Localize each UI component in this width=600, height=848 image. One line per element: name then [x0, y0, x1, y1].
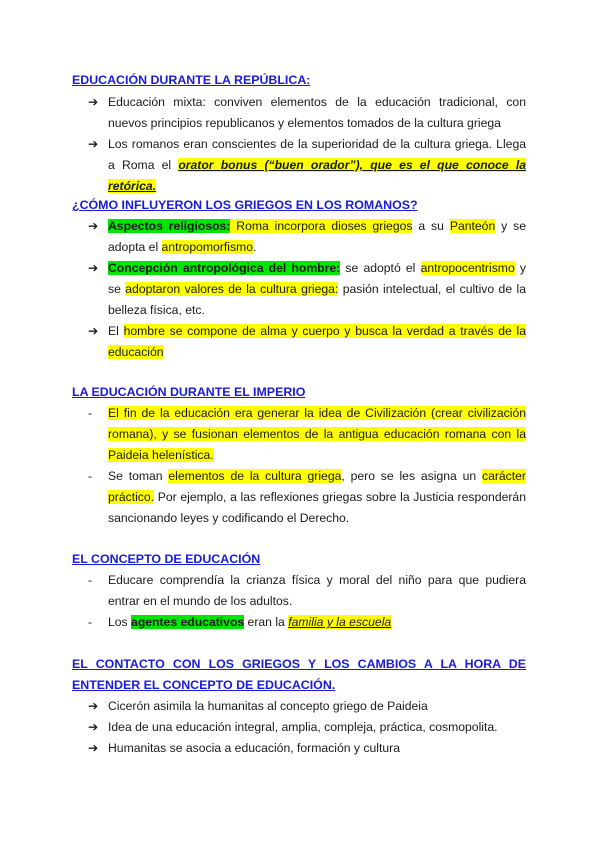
highlight-agentes: agentes educativos: [131, 615, 245, 629]
list-item: [0, 216, 526, 258]
highlight-elementos: elementos de la cultura griega: [168, 469, 342, 483]
item-text: Los: [108, 615, 132, 629]
dash-bullet: -: [88, 573, 93, 587]
heading-imperio: LA EDUCACIÓN DURANTE EL IMPERIO: [72, 385, 306, 399]
list-item: [0, 612, 526, 633]
heading-line: ENTENDER EL CONCEPTO DE EDUCACIÓN.: [72, 678, 336, 692]
list-griegos-romanos: [0, 216, 526, 363]
highlight-concepcion: Concepción antropológica del hombre:: [108, 261, 341, 275]
list-item: [0, 258, 526, 321]
list-item: [0, 717, 526, 738]
highlight-familia: familia y la escuela: [288, 615, 392, 629]
item-text: y se: [108, 261, 527, 296]
item-text: Cicerón asimila la humanitas al concepto griego de Paideia: [108, 699, 428, 713]
list-item: [0, 738, 526, 759]
item-text: , pero se les asigna un: [341, 469, 482, 483]
list-concepto: [0, 570, 526, 633]
highlight-panteon: Panteón: [449, 219, 496, 233]
heading-concepto: EL CONCEPTO DE EDUCACIÓN: [72, 552, 261, 566]
item-text: a su: [412, 219, 450, 233]
highlight-orator-bonus: orator bonus (“buen orador”), que es el que conoce la retórica.: [108, 158, 527, 193]
item-text: .: [253, 240, 257, 254]
list-item: [0, 570, 526, 612]
item-text: Se toman: [108, 469, 169, 483]
item-text: eran la: [244, 615, 289, 629]
arrow-icon: ➔: [88, 324, 99, 338]
item-text: se adoptó el: [340, 261, 421, 275]
list-contacto: [0, 696, 526, 759]
highlight-caracter: carácter práctico.: [108, 469, 526, 504]
arrow-icon: ➔: [88, 95, 99, 109]
highlight-hombre: hombre se compone de alma y cuerpo y busca la verdad a través de la educación: [108, 324, 526, 359]
list-item: [0, 466, 526, 529]
highlight-antropomorfismo: antropomorfismo: [161, 240, 253, 254]
highlight-fin-educacion: El fin de la educación era generar la idea de Civilización (crear civilización romana), y se fusionan elementos de la antigua educación romana con la Paideia helenística.: [108, 406, 526, 462]
item-text: y se adopta el: [108, 219, 526, 254]
list-item: [0, 321, 526, 363]
arrow-icon: ➔: [88, 137, 99, 151]
arrow-icon: ➔: [88, 219, 99, 233]
dash-bullet: -: [88, 406, 93, 420]
dash-bullet: -: [88, 615, 93, 629]
item-text: Educare comprendía la crianza física y moral del niño para que pudiera entrar en el mundo de los adultos.: [108, 573, 526, 608]
highlight-valores: adoptaron valores de la cultura griega:: [125, 282, 339, 296]
heading-griegos-romanos: ¿CÓMO INFLUYERON LOS GRIEGOS EN LOS ROMANOS?: [72, 198, 418, 212]
list-item: [0, 696, 526, 717]
heading-line: EL CONTACTO CON LOS GRIEGOS Y LOS CAMBIOS A LA HORA DE: [72, 657, 526, 671]
item-text: Educación mixta: conviven elementos de la educación tradicional, con nuevos principios republicanos y elementos tomados de la cultura griega: [108, 95, 526, 130]
list-item: [0, 134, 526, 197]
highlight-aspectos-religiosos: Aspectos religiosos:: [108, 219, 231, 233]
heading-contacto: [72, 654, 526, 696]
list-republica: [0, 92, 526, 197]
list-item: [0, 403, 526, 466]
highlight-antropocentrismo: antropocentrismo: [420, 261, 515, 275]
heading-republica: EDUCACIÓN DURANTE LA REPÚBLICA:: [72, 73, 311, 87]
highlight-dioses: Roma incorpora dioses griegos: [230, 219, 413, 233]
item-text: Los romanos eran conscientes de la superioridad de la cultura griega. Llega a Roma el: [108, 137, 526, 172]
item-text: El: [108, 324, 124, 338]
arrow-icon: ➔: [88, 261, 99, 275]
item-text: Idea de una educación integral, amplia, compleja, práctica, cosmopolita.: [108, 720, 498, 734]
list-imperio: [0, 403, 526, 529]
item-text: Por ejemplo, a las reflexiones griegas sobre la Justicia responderán sancionando leyes y codificando el Derecho.: [108, 490, 526, 525]
list-item: [0, 92, 526, 134]
arrow-icon: ➔: [88, 720, 99, 734]
dash-bullet: -: [88, 469, 93, 483]
item-text: pasión intelectual, el cultivo de la belleza física, etc.: [108, 282, 526, 317]
arrow-icon: ➔: [88, 741, 99, 755]
arrow-icon: ➔: [88, 699, 99, 713]
item-text: Humanitas se asocia a educación, formación y cultura: [108, 741, 400, 755]
